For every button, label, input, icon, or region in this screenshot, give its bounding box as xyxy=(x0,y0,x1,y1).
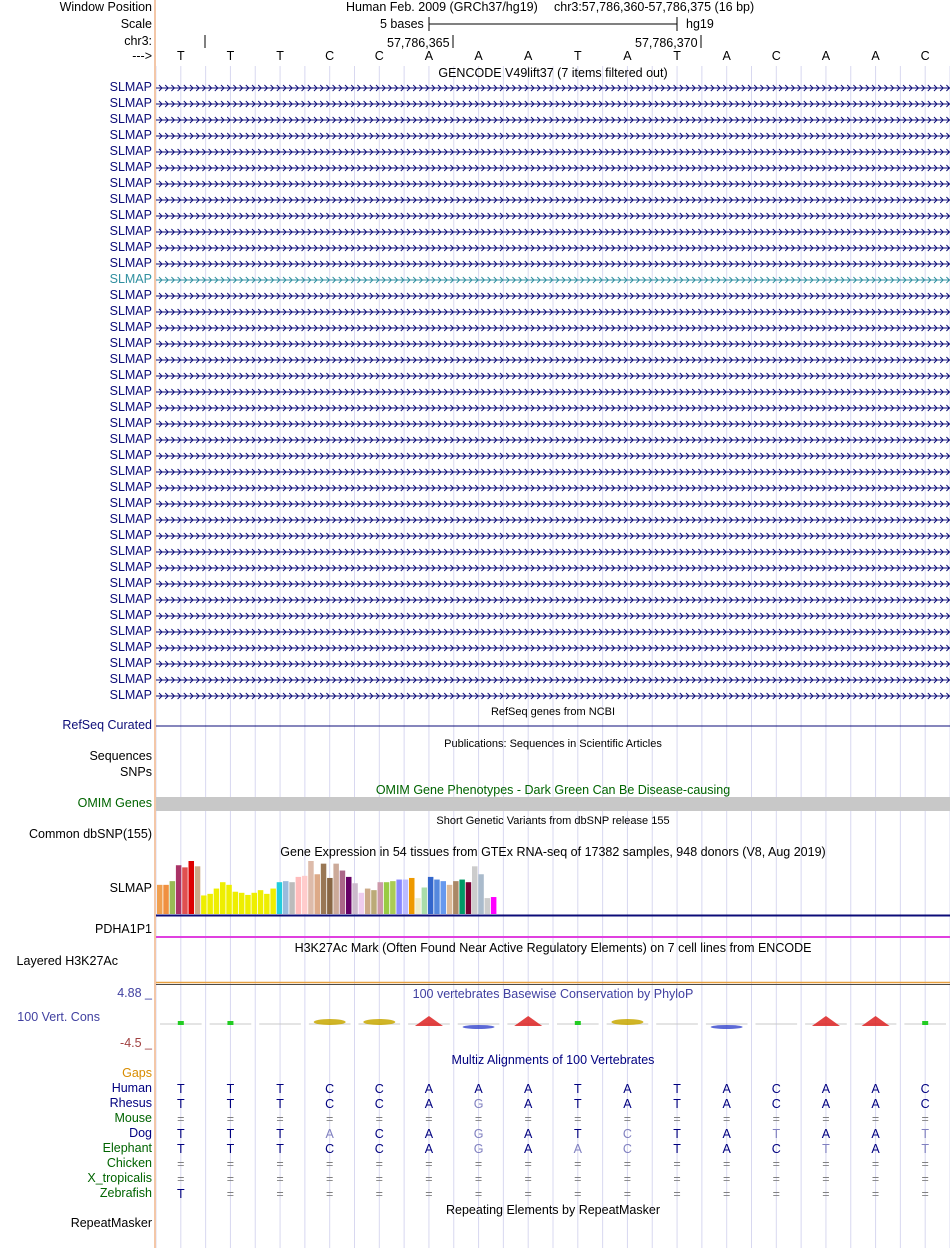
gtex-bar xyxy=(352,883,358,914)
multiz-base: T xyxy=(921,1142,929,1156)
multiz-base: T xyxy=(276,1082,284,1096)
multiz-base: C xyxy=(771,1142,781,1156)
gtex-bar xyxy=(459,880,465,914)
sequence-base: A xyxy=(821,49,831,63)
sequence-base: C xyxy=(920,49,930,63)
sequence-base: A xyxy=(424,49,434,63)
gencode-transcript-label[interactable]: SLMAP xyxy=(109,240,152,254)
phylop-mark xyxy=(922,1021,928,1025)
db-text: hg19 xyxy=(686,17,714,31)
gencode-transcript-label[interactable]: SLMAP xyxy=(109,416,152,430)
multiz-base: = xyxy=(772,1157,780,1171)
gtex-bar xyxy=(384,882,390,914)
multiz-base: T xyxy=(276,1127,284,1141)
phylop-mark xyxy=(611,1019,643,1025)
gencode-transcript-label[interactable]: SLMAP xyxy=(109,304,152,318)
sequence-base: A xyxy=(623,49,632,63)
gencode-transcript-label[interactable]: SLMAP xyxy=(109,112,152,126)
chr-label: chr3: xyxy=(124,34,152,48)
gtex-bar xyxy=(340,871,346,914)
gtex-bar xyxy=(409,878,415,914)
phylop-mark xyxy=(575,1021,581,1025)
multiz-base: T xyxy=(673,1082,681,1096)
publications-title: Publications: Sequences in Scientific Articles xyxy=(444,738,662,750)
multiz-base: = xyxy=(673,1172,681,1186)
multiz-base: = xyxy=(524,1157,532,1171)
multiz-base: T xyxy=(176,1097,185,1111)
multiz-base: A xyxy=(325,1127,334,1141)
gtex-bar xyxy=(252,893,258,914)
multiz-base: = xyxy=(871,1157,880,1171)
assembly-text: Human Feb. 2009 (GRCh37/hg19) xyxy=(346,0,538,14)
track-image-area[interactable] xyxy=(156,0,950,1248)
multiz-base: = xyxy=(723,1172,731,1186)
gtex-bar xyxy=(308,861,314,914)
multiz-base: A xyxy=(424,1097,434,1111)
phylop-mark xyxy=(463,1025,495,1029)
gtex-bar xyxy=(315,874,321,914)
multiz-base: T xyxy=(573,1082,582,1096)
gtex-bar xyxy=(195,866,201,914)
sequence-base: C xyxy=(771,49,781,63)
multiz-base: = xyxy=(276,1157,284,1171)
gtex-bar xyxy=(466,882,472,914)
gencode-transcript-label[interactable]: SLMAP xyxy=(109,624,152,638)
multiz-base: = xyxy=(276,1187,284,1201)
snps-label[interactable]: SNPs xyxy=(120,765,152,779)
gencode-transcript-label[interactable]: SLMAP xyxy=(109,496,152,510)
h3k27ac-title: H3K27Ac Mark (Often Found Near Active Regulatory Elements) on 7 cell lines from ENCODE xyxy=(294,941,812,955)
species-label[interactable]: Human xyxy=(111,1081,152,1095)
multiz-base: T xyxy=(226,1127,235,1141)
multiz-base: T xyxy=(822,1142,830,1156)
gtex-bar xyxy=(163,885,169,914)
gtex-bar xyxy=(396,880,402,914)
multiz-base: C xyxy=(622,1127,632,1141)
multiz-base: = xyxy=(871,1172,880,1186)
gencode-transcript-label[interactable]: SLMAP xyxy=(109,480,152,494)
multiz-base: = xyxy=(822,1187,830,1201)
multiz-base: T xyxy=(276,1142,284,1156)
multiz-base: = xyxy=(474,1187,483,1201)
gtex-bar xyxy=(302,876,308,914)
multiz-base: = xyxy=(623,1112,632,1126)
sequence-base: A xyxy=(474,49,483,63)
gtex-bar xyxy=(365,889,371,914)
multiz-base: = xyxy=(673,1112,681,1126)
multiz-base: = xyxy=(723,1157,731,1171)
multiz-base: = xyxy=(177,1172,185,1186)
gtex-bar xyxy=(491,897,497,914)
gencode-transcript-label[interactable]: SLMAP xyxy=(109,384,152,398)
multiz-base: = xyxy=(723,1112,731,1126)
species-label[interactable]: X_tropicalis xyxy=(87,1171,152,1185)
multiz-base: A xyxy=(573,1142,582,1156)
multiz-base: C xyxy=(374,1142,384,1156)
multiz-base: A xyxy=(424,1142,434,1156)
multiz-base: = xyxy=(574,1112,582,1126)
multiz-base: = xyxy=(177,1157,185,1171)
species-label[interactable]: Dog xyxy=(129,1126,152,1140)
multiz-base: = xyxy=(326,1187,334,1201)
gtex-bar xyxy=(239,893,245,914)
gencode-transcript-label[interactable]: SLMAP xyxy=(109,672,152,686)
multiz-base: = xyxy=(524,1112,532,1126)
gencode-transcript-label[interactable]: SLMAP xyxy=(109,96,152,110)
multiz-title: Multiz Alignments of 100 Vertebrates xyxy=(451,1053,655,1067)
multiz-base: = xyxy=(921,1112,929,1126)
multiz-base: C xyxy=(325,1082,335,1096)
gtex-bar xyxy=(264,894,270,914)
gencode-transcript-label[interactable]: SLMAP xyxy=(109,208,152,222)
multiz-base: = xyxy=(375,1112,383,1126)
gtex-bar xyxy=(390,881,396,914)
multiz-base: = xyxy=(425,1112,433,1126)
multiz-base: A xyxy=(623,1082,632,1096)
multiz-base: = xyxy=(871,1187,880,1201)
refseq-label[interactable]: RefSeq Curated xyxy=(62,718,152,732)
multiz-base: = xyxy=(474,1172,483,1186)
gencode-transcript-label[interactable]: SLMAP xyxy=(109,544,152,558)
species-label[interactable]: Chicken xyxy=(106,1156,152,1170)
multiz-base: A xyxy=(871,1142,880,1156)
multiz-base: A xyxy=(871,1082,880,1096)
sequence-base: T xyxy=(673,49,681,63)
multiz-base: = xyxy=(226,1157,235,1171)
multiz-base: T xyxy=(573,1127,582,1141)
gencode-transcript-label[interactable]: SLMAP xyxy=(109,528,152,542)
multiz-base: A xyxy=(524,1097,533,1111)
h3k27ac-label[interactable]: Layered H3K27Ac xyxy=(16,954,118,968)
gencode-transcript-label[interactable]: SLMAP xyxy=(109,224,152,238)
repeatmasker-label[interactable]: RepeatMasker xyxy=(70,1216,152,1230)
gtex-bar xyxy=(207,894,213,914)
gtex-bar xyxy=(277,882,283,914)
multiz-base: = xyxy=(177,1112,185,1126)
gencode-transcript-label[interactable]: SLMAP xyxy=(109,688,152,702)
gtex-bar xyxy=(371,890,377,914)
gtex-bar xyxy=(346,877,352,914)
multiz-base: C xyxy=(374,1097,384,1111)
dbsnp-title: Short Genetic Variants from dbSNP release 155 xyxy=(436,815,670,827)
gencode-transcript-label[interactable]: SLMAP xyxy=(109,592,152,606)
multiz-base: C xyxy=(325,1097,335,1111)
multiz-base: T xyxy=(176,1187,185,1201)
strand-label: ---> xyxy=(132,49,152,63)
multiz-base: = xyxy=(375,1187,383,1201)
multiz-base: A xyxy=(474,1082,483,1096)
multiz-base: C xyxy=(771,1097,781,1111)
gtex-bar xyxy=(176,865,182,914)
multiz-base: = xyxy=(574,1187,582,1201)
multiz-base: A xyxy=(623,1097,632,1111)
multiz-base: C xyxy=(325,1142,335,1156)
gtex-bar xyxy=(327,878,333,914)
omim-bar xyxy=(156,797,950,811)
repeat-title: Repeating Elements by RepeatMasker xyxy=(445,1203,660,1217)
multiz-base: A xyxy=(524,1142,533,1156)
multiz-base: = xyxy=(871,1112,880,1126)
gencode-transcript-label[interactable]: SLMAP xyxy=(109,432,152,446)
gencode-transcript-label[interactable]: SLMAP xyxy=(109,336,152,350)
gencode-transcript-label[interactable]: SLMAP xyxy=(109,288,152,302)
coord2-text: 57,786,370 xyxy=(635,36,698,50)
multiz-base: C xyxy=(622,1142,632,1156)
multiz-base: A xyxy=(722,1127,731,1141)
multiz-base: A xyxy=(821,1082,831,1096)
omim-label[interactable]: OMIM Genes xyxy=(77,796,152,810)
multiz-base: = xyxy=(226,1187,235,1201)
phylop-title: 100 vertebrates Basewise Conservation by PhyloP xyxy=(412,987,694,1001)
multiz-base: C xyxy=(920,1097,930,1111)
multiz-base: = xyxy=(425,1187,433,1201)
multiz-base: G xyxy=(473,1097,484,1111)
multiz-base: = xyxy=(921,1172,929,1186)
multiz-base: T xyxy=(226,1142,235,1156)
refseq-title: RefSeq genes from NCBI xyxy=(490,706,616,718)
coord1-text: 57,786,365 xyxy=(387,36,450,50)
gtex-bar xyxy=(258,890,264,914)
multiz-base: = xyxy=(772,1187,780,1201)
multiz-base: C xyxy=(771,1082,781,1096)
species-label[interactable]: Rhesus xyxy=(109,1096,152,1110)
species-label[interactable]: Elephant xyxy=(102,1141,152,1155)
gtex-bar xyxy=(321,864,327,914)
multiz-base: T xyxy=(673,1142,681,1156)
pdha1p1-label[interactable]: PDHA1P1 xyxy=(95,922,152,936)
scale-label: Scale xyxy=(120,17,152,31)
phylop-mark xyxy=(363,1019,395,1025)
multiz-base: = xyxy=(425,1157,433,1171)
gencode-transcript-label[interactable]: SLMAP xyxy=(109,128,152,142)
multiz-base: T xyxy=(673,1097,681,1111)
multiz-base: A xyxy=(821,1127,831,1141)
gencode-transcript-label[interactable]: SLMAP xyxy=(109,368,152,382)
gencode-transcript-label[interactable]: SLMAP xyxy=(109,608,152,622)
gtex-bar xyxy=(170,881,176,914)
sequence-base: A xyxy=(722,49,731,63)
multiz-base: = xyxy=(574,1157,582,1171)
gtex-bar xyxy=(226,885,232,914)
gencode-title: GENCODE V49lift37 (7 items filtered out) xyxy=(438,66,668,80)
multiz-base: = xyxy=(623,1172,632,1186)
gtex-bar xyxy=(428,877,434,914)
multiz-base: A xyxy=(524,1082,533,1096)
multiz-base: T xyxy=(176,1082,185,1096)
gtex-bar xyxy=(434,880,440,914)
gtex-bar xyxy=(447,885,453,914)
gtex-bar xyxy=(422,888,428,915)
multiz-base: = xyxy=(226,1172,235,1186)
multiz-base: T xyxy=(673,1127,681,1141)
gencode-transcript-label[interactable]: SLMAP xyxy=(109,560,152,574)
phylop-mark xyxy=(227,1021,233,1025)
multiz-base: T xyxy=(772,1127,781,1141)
multiz-base: = xyxy=(921,1157,929,1171)
gencode-transcript-label[interactable]: SLMAP xyxy=(109,352,152,366)
multiz-base: = xyxy=(772,1112,780,1126)
phylop-mark xyxy=(711,1025,743,1029)
gencode-transcript-label[interactable]: SLMAP xyxy=(109,400,152,414)
gtex-bar xyxy=(403,880,409,914)
gtex-bar xyxy=(220,882,226,914)
multiz-base: T xyxy=(176,1127,185,1141)
phylop-mark xyxy=(812,1016,840,1026)
gencode-transcript-label[interactable]: SLMAP xyxy=(109,160,152,174)
multiz-base: A xyxy=(821,1097,831,1111)
multiz-base: = xyxy=(375,1157,383,1171)
multiz-base: = xyxy=(326,1157,334,1171)
multiz-base: C xyxy=(374,1082,384,1096)
gtex-bar xyxy=(478,874,484,914)
multiz-base: = xyxy=(623,1157,632,1171)
gencode-transcript-label[interactable]: SLMAP xyxy=(109,80,152,94)
gtex-title: Gene Expression in 54 tissues from GTEx RNA-seq of 17382 samples, 948 donors (V8, Aug 2019) xyxy=(280,845,826,859)
multiz-base: A xyxy=(424,1127,434,1141)
multiz-base: = xyxy=(822,1157,830,1171)
multiz-base: A xyxy=(524,1127,533,1141)
multiz-base: = xyxy=(822,1172,830,1186)
position-text: chr3:57,786,360-57,786,375 (16 bp) xyxy=(554,0,755,14)
phylop-min-label: -4.5 _ xyxy=(120,1036,152,1050)
sequences-label[interactable]: Sequences xyxy=(89,749,152,763)
gencode-transcript-label[interactable]: SLMAP xyxy=(109,192,152,206)
gtex-bar xyxy=(245,895,251,914)
multiz-base: A xyxy=(722,1082,731,1096)
gtex-bar xyxy=(296,877,302,914)
multiz-base: A xyxy=(871,1127,880,1141)
gencode-transcript-label[interactable]: SLMAP xyxy=(109,272,152,286)
multiz-base: T xyxy=(921,1127,929,1141)
multiz-base: = xyxy=(574,1172,582,1186)
species-label[interactable]: Mouse xyxy=(114,1111,152,1125)
phylop-mark xyxy=(514,1016,542,1026)
gtex-bar xyxy=(233,892,239,914)
gencode-transcript-label[interactable]: SLMAP xyxy=(109,256,152,270)
gtex-bar xyxy=(415,898,421,914)
omim-title: OMIM Gene Phenotypes - Dark Green Can Be Disease-causing xyxy=(375,783,731,797)
multiz-base: = xyxy=(921,1187,929,1201)
scale-text: 5 bases xyxy=(380,17,424,31)
gaps-label: Gaps xyxy=(122,1066,152,1080)
multiz-base: A xyxy=(871,1097,880,1111)
multiz-base: = xyxy=(822,1112,830,1126)
multiz-base: = xyxy=(673,1157,681,1171)
gencode-transcript-label[interactable]: SLMAP xyxy=(109,576,152,590)
phylop-mark xyxy=(862,1016,890,1026)
sequence-base: A xyxy=(524,49,533,63)
sequence-base: T xyxy=(226,49,235,63)
multiz-base: T xyxy=(226,1082,235,1096)
sequence-base: C xyxy=(325,49,335,63)
multiz-base: T xyxy=(573,1097,582,1111)
multiz-base: = xyxy=(723,1187,731,1201)
gencode-transcript-label[interactable]: SLMAP xyxy=(109,656,152,670)
multiz-base: C xyxy=(374,1127,384,1141)
gencode-transcript-label[interactable]: SLMAP xyxy=(109,640,152,654)
sequence-base: T xyxy=(176,49,185,63)
gtex-bar xyxy=(485,898,491,914)
gtex-bar xyxy=(472,866,478,914)
multiz-base: = xyxy=(623,1187,632,1201)
phylop-max-label: 4.88 _ xyxy=(117,986,152,1000)
multiz-base: = xyxy=(375,1172,383,1186)
gtex-bar xyxy=(441,881,447,914)
sequence-base: C xyxy=(374,49,384,63)
gtex-bar xyxy=(157,885,163,914)
multiz-base: = xyxy=(524,1172,532,1186)
multiz-base: = xyxy=(276,1112,284,1126)
gencode-transcript-label[interactable]: SLMAP xyxy=(109,512,152,526)
phylop-mark xyxy=(314,1019,346,1025)
multiz-base: = xyxy=(226,1112,235,1126)
multiz-base: = xyxy=(326,1112,334,1126)
multiz-base: G xyxy=(473,1142,484,1156)
species-label[interactable]: Zebrafish xyxy=(99,1186,152,1200)
phylop-mark xyxy=(178,1021,184,1025)
gtex-bar xyxy=(289,882,295,914)
multiz-base: C xyxy=(920,1082,930,1096)
multiz-base: = xyxy=(326,1172,334,1186)
multiz-base: = xyxy=(474,1157,483,1171)
multiz-base: G xyxy=(473,1127,484,1141)
gencode-transcript-label[interactable]: SLMAP xyxy=(109,464,152,478)
gencode-transcript-label[interactable]: SLMAP xyxy=(109,144,152,158)
gtex-bar xyxy=(359,893,365,914)
gtex-bar xyxy=(283,881,289,914)
window-position-label: Window Position xyxy=(59,0,152,14)
gtex-gene-label[interactable]: SLMAP xyxy=(109,881,152,895)
gencode-transcript-label[interactable]: SLMAP xyxy=(109,320,152,334)
sequence-base: A xyxy=(871,49,880,63)
gtex-bar xyxy=(201,895,207,914)
multiz-base: A xyxy=(424,1082,434,1096)
gtex-bar xyxy=(333,864,339,914)
multiz-base: T xyxy=(226,1097,235,1111)
gtex-bar xyxy=(453,881,459,914)
multiz-base: = xyxy=(425,1172,433,1186)
gtex-bar xyxy=(189,861,195,914)
gencode-transcript-label[interactable]: SLMAP xyxy=(109,448,152,462)
phylop-label[interactable]: 100 Vert. Cons xyxy=(17,1010,100,1024)
sequence-base: T xyxy=(573,49,582,63)
gencode-transcript-label[interactable]: SLMAP xyxy=(109,176,152,190)
gtex-bar xyxy=(378,882,384,914)
multiz-base: T xyxy=(176,1142,185,1156)
multiz-base: A xyxy=(722,1142,731,1156)
gtex-bar xyxy=(182,867,188,914)
multiz-base: = xyxy=(276,1172,284,1186)
multiz-base: A xyxy=(722,1097,731,1111)
gtex-bar xyxy=(270,889,276,914)
common-dbsnp-label[interactable]: Common dbSNP(155) xyxy=(29,827,152,841)
multiz-base: T xyxy=(276,1097,284,1111)
multiz-base: = xyxy=(474,1112,483,1126)
multiz-base: = xyxy=(673,1187,681,1201)
gtex-bar xyxy=(214,889,220,914)
phylop-mark xyxy=(415,1016,443,1026)
multiz-base: = xyxy=(524,1187,532,1201)
multiz-base: = xyxy=(772,1172,780,1186)
sequence-base: T xyxy=(276,49,284,63)
